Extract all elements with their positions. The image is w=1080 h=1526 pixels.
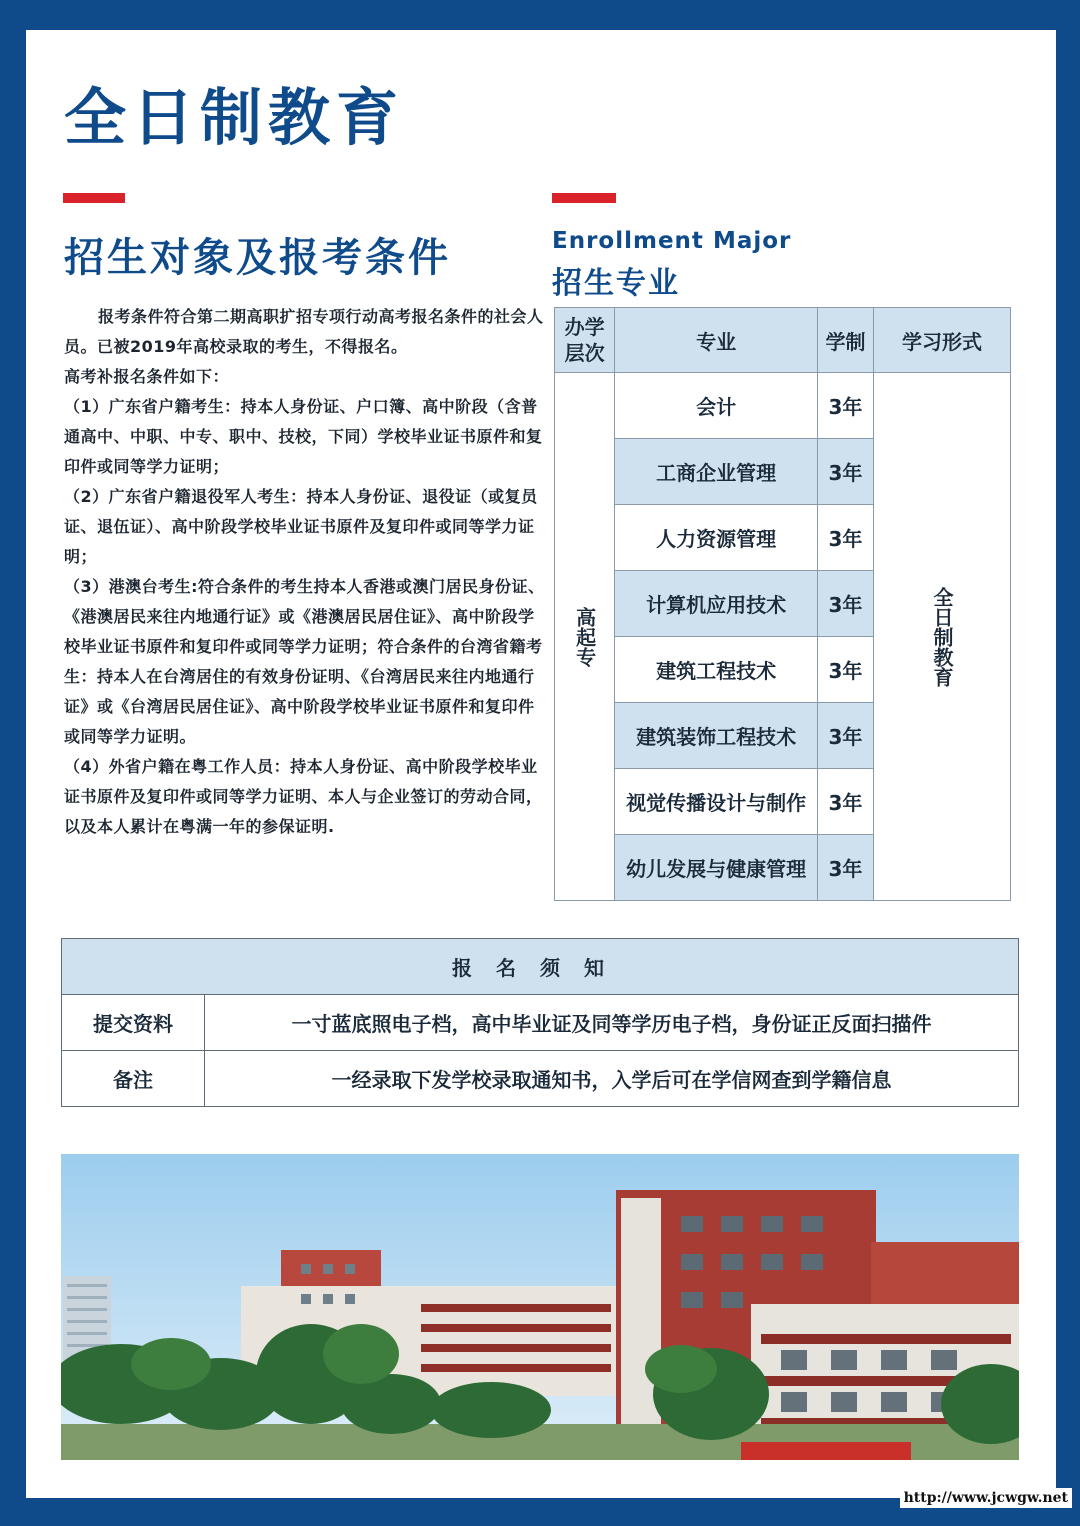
- major-years: 3年: [817, 703, 873, 769]
- notice-title: 报名须知: [62, 939, 1019, 995]
- conditions-subhead: 高考补报名条件如下：: [64, 367, 230, 386]
- campus-illustration: [61, 1154, 1019, 1460]
- notice-value: 一寸蓝底照电子档，高中毕业证及同等学历电子档，身份证正反面扫描件: [205, 995, 1019, 1051]
- header-years: 学制: [817, 308, 873, 373]
- major-years: 3年: [817, 637, 873, 703]
- major-name: 计算机应用技术: [615, 571, 818, 637]
- campus-photo: [61, 1154, 1019, 1460]
- major-name: 人力资源管理: [615, 505, 818, 571]
- major-name: 建筑装饰工程技术: [615, 703, 818, 769]
- major-name: 建筑工程技术: [615, 637, 818, 703]
- header-form: 学习形式: [873, 308, 1010, 373]
- major-years: 3年: [817, 571, 873, 637]
- major-years: 3年: [817, 505, 873, 571]
- section-accent-bar-right: [552, 193, 616, 203]
- conditions-intro: 报考条件符合第二期高职扩招专项行动高考报名条件的社会人员。已被2019年高校录取的考生，不得报名。: [64, 307, 544, 356]
- header-major: 专业: [615, 308, 818, 373]
- form-cell: 全日制教育: [873, 373, 1010, 901]
- condition-item: （3）港澳台考生:符合条件的考生持本人香港或澳门居民身份证、《港澳居民来往内地通行证》或《港澳居民居住证》、高中阶段学校毕业证书原件和复印件或同等学力证明；符合条件的台湾省籍考生：持本人在台湾居住的有效身份证明、《台湾居民来往内地通行证》或《台湾居民居住证》、高中阶段学校毕业证书原件和复印件或同等学力证明。: [64, 577, 545, 746]
- notice-value: 一经录取下发学校录取通知书，入学后可在学信网查到学籍信息: [205, 1051, 1019, 1107]
- major-name: 视觉传播设计与制作: [615, 769, 818, 835]
- majors-heading-cn: 招生专业: [552, 266, 680, 301]
- notice-label: 提交资料: [62, 995, 205, 1051]
- level-cell: 高起专: [555, 373, 615, 901]
- page-title: 全日制教育: [64, 81, 405, 154]
- poster: [26, 30, 1056, 1498]
- condition-item: （2）广东省户籍退役军人考生：持本人身份证、退役证（或复员证、退伍证）、高中阶段学校毕业证书原件及复印件或同等学力证明；: [64, 487, 538, 566]
- major-years: 3年: [817, 439, 873, 505]
- header-level: 办学层次: [555, 308, 615, 373]
- major-name: 会计: [615, 373, 818, 439]
- majors-heading-en: Enrollment Major: [552, 228, 792, 254]
- watermark-url: http://www.jcwgw.net: [900, 1488, 1072, 1508]
- majors-table: [554, 307, 1011, 901]
- notice-label: 备注: [62, 1051, 205, 1107]
- major-name: 幼儿发展与健康管理: [615, 835, 818, 901]
- condition-item: （4）外省户籍在粤工作人员：持本人身份证、高中阶段学校毕业证书原件及复印件或同等学力证明、本人与企业签订的劳动合同，以及本人累计在粤满一年的参保证明.: [64, 757, 543, 836]
- major-years: 3年: [817, 835, 873, 901]
- table-row: [555, 373, 1011, 439]
- major-name: 工商企业管理: [615, 439, 818, 505]
- condition-item: （1）广东省户籍考生：持本人身份证、户口簿、高中阶段（含普通高中、中职、中专、职中、技校，下同）学校毕业证书原件和复印件或同等学力证明；: [64, 397, 543, 476]
- conditions-heading: 招生对象及报考条件: [64, 235, 451, 281]
- table-row: [62, 1051, 1019, 1107]
- notice-header-row: [62, 939, 1019, 995]
- major-years: 3年: [817, 373, 873, 439]
- conditions-text: [64, 302, 549, 842]
- section-accent-bar-left: [63, 193, 125, 203]
- major-years: 3年: [817, 769, 873, 835]
- majors-table-header: [555, 308, 1011, 373]
- table-row: [62, 995, 1019, 1051]
- notice-table: [61, 938, 1019, 1107]
